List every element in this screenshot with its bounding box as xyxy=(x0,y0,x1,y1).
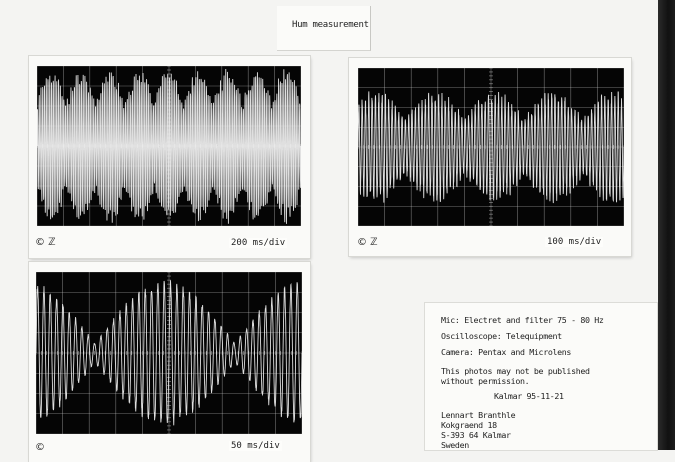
oscilloscope-note: Oscilloscope: Telequipment xyxy=(441,331,562,341)
time-scale-label: 50 ms/div xyxy=(231,441,280,451)
copyright-mark: © ℤ xyxy=(357,237,378,248)
waveform-trace xyxy=(36,272,302,434)
author-country: Sweden xyxy=(441,440,469,450)
waveform-trace xyxy=(37,66,301,226)
oscilloscope-screen xyxy=(358,68,624,226)
author-postal: S-393 64 Kalmar xyxy=(441,430,511,440)
mic-note: Mic: Electret and filter 75 - 80 Hz xyxy=(441,315,604,325)
oscilloscope-screen xyxy=(36,272,302,434)
time-scale-label: 100 ms/div xyxy=(547,237,602,247)
copyright-mark: © xyxy=(35,442,45,453)
author-street: Kokgraend 18 xyxy=(441,420,497,430)
author-name: Lennart Branthle xyxy=(441,410,516,420)
oscillogram-photo-200ms xyxy=(29,56,310,258)
permission-note-line-1: This photos may not be published xyxy=(441,366,590,376)
time-scale-label: 200 ms/div xyxy=(231,238,286,248)
page-title: Hum measurement xyxy=(292,20,369,30)
waveform-line xyxy=(37,69,301,224)
oscillogram-photo-50ms xyxy=(29,262,310,462)
page-edge xyxy=(658,0,675,450)
camera-note: Camera: Pentax and Microlens xyxy=(441,347,572,357)
copyright-mark: © ℤ xyxy=(35,237,56,248)
waveform-trace xyxy=(358,68,624,226)
oscilloscope-screen xyxy=(37,66,301,226)
place-date: Kalmar 95-11-21 xyxy=(494,391,564,401)
permission-note-line-2: without permission. xyxy=(441,376,530,386)
oscillogram-photo-100ms xyxy=(349,58,631,256)
